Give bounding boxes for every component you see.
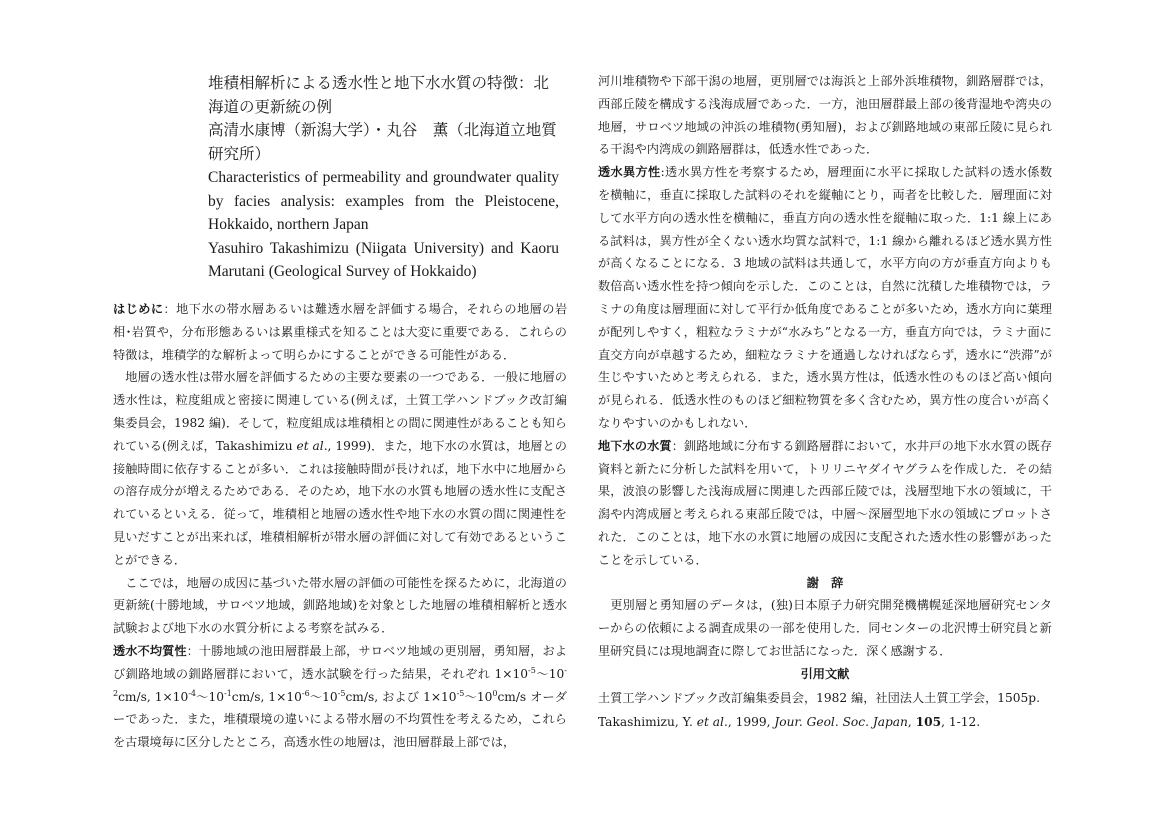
english-authors: Yasuhiro Takashimizu (Niigata University) and Kaoru Marutani (Geological Survey of Hokkaido) — [208, 239, 559, 280]
reference-1: 土質工学ハンドブック改訂編集委員会，1982 編，社団法人土質工学会，1505p. — [598, 690, 1040, 705]
heterogeneity-continued: 河川堆積物や下部干潟の地層，更別層では海浜と上部外浜堆積物，釧路層群では，西部丘陵を構成する浅海成層であった．一方，池田層群最上部の後背湿地や湾央の地層，サロベツ地域の沖浜の堆積物(勇知層)，および釧路地域の東部丘陵に見られる干潟や内湾成の釧路層群は，低透水性であった． — [598, 74, 1052, 157]
acknowledgement-heading: 謝 辞 — [806, 575, 844, 590]
japanese-authors: 高清水康博（新潟大学）・丸谷 薫（北海道立地質研究所） — [208, 121, 557, 163]
intro-heading: はじめに — [113, 302, 164, 316]
japanese-title: 堆積相解析による透水性と地下水水質の特徴：北海道の更新統の例 — [208, 74, 550, 116]
acknowledgement-text: 更別層と勇知層のデータは，(独)日本原子力研究開発機構幌延深地層研究センターからの依頼による調査成果の一部を使用した．同センターの北沢博士研究員と新里研究員には現地調査に際してお世話になった．深く感謝する． — [598, 598, 1052, 658]
anisotropy-heading: 透水異方性 — [598, 165, 661, 180]
intro-paragraph-3: ここでは，地層の成因に基づいた帯水層の評価の可能性を探るために，北海道の更新統(十勝地域，サロベツ地域，釧路地域)を対象とした地層の堆積相解析と透水試験および地下水の水質分析による考察を試みる． — [113, 575, 567, 636]
left-column — [113, 298, 567, 754]
intro-paragraph-1: はじめに：地下水の帯水層あるいは難透水層を評価する場合，それらの地層の岩相･岩質や，分布形態あるいは累重様式を知ることは大変に重要である．これらの特徴は，堆積学的な解析よって明らかにすることができる可能性がある． — [113, 302, 568, 362]
english-title: Characteristics of permeability and groundwater quality by facies analysis: examples from the Pleistocene, Hokkaido, northern Japan — [208, 169, 559, 233]
heterogeneity-heading: 透水不均質性 — [113, 643, 187, 658]
anisotropy-paragraph: 透水異方性:透水異方性を考察するため，層理面に水平に採取した試料の透水係数を横軸に，垂直に採取した試料のそれを縦軸にとり，両者を比較した．層理面に対して水平方向の透水性を横軸に，垂直方向の透水性を縦軸に取った．1:1 線上にある試料は，異方性が全くない透水均質な試料で，1:1 線から離れるほど透水異方性が高くなることになる．3 地域の試料は共通して，水平方向の方が垂直方向よりも数倍高い透水性を持つ傾向を示した．このことは，自然に沈積した堆積物では，ラミナの角度は層理面に対して平行か低角度であることが多いため，透水方向に葉理が配列しやすく，粗粒なラミナが“水みち”となる一方，垂直方向では，ラミナ面に直交方向が卓越するため，細粒なラミナを通過しなければならず，透水に“渋滞”が生じやすいためと考えられる．また，透水異方性は，低透水性のものほど高い傾向が見られる．低透水性のものほど細粒物質を多く含むため，異方性の度合いが高くなりやすいのかもしれない． — [598, 165, 1053, 430]
quality-heading: 地下水の水質 — [598, 438, 672, 453]
reference-2: Takashimizu, Y. et al., 1999, Jour. Geol. Soc. Japan, 105, 1-12. — [598, 714, 981, 729]
quality-paragraph: 地下水の水質：釧路地域に分布する釧路層群において，水井戸の地下水水質の既存資料と新たに分析した試料を用いて，トリリニヤダイヤグラムを作成した．その結果，波浪の影響した浅海成層に関連した西部丘陵では，浅層型地下水の領域に，干潟や内湾成層と考えられる東部丘陵では，中層～深層型地下水の領域にプロットされた．このことは，地下水の水質に地層の成因に支配された透水性の影響があったことを示している． — [598, 438, 1053, 567]
right-column — [598, 70, 1052, 734]
references-heading: 引用文献 — [800, 666, 850, 681]
intro-paragraph-2: 地層の透水性は帯水層を評価するための主要な要素の一つである．一般に地層の透水性は，粒度組成と密接に関連している(例えば，土質工学ハンドブック改訂編集委員会，1982 編)．そして，粒度組成は堆積相との間に関連性があることも知られている(例えば，Takashimizu et al., 1999)．また，地下水の水質は，地層との接触時間に依存することが多い．これは接触時間が長ければ，地下水中に地層からの溶存成分が増えるためである．そのため，地下水の水質も地層の透水性に支配されているといえる．従って，堆積相と地層の透水性や地下水の水質の間に関連性を見いだすことが出来れば，堆積相解析が帯水層の評価に対して有効であるということができる． — [113, 370, 567, 567]
heterogeneity-paragraph: 透水不均質性：十勝地域の池田層群最上部，サロベツ地域の更別層，勇知層，および釧路地域の釧路層群において，透水試験を行った結果，それぞれ $1\times 10^{-5}$〜$10^{-2}cm/s$, $1\times 10^{-4}$〜$10^{-1}cm/s$, $1\times 10^{-6}$〜$10^{-5}cm/s$, および $1\times 10^{-5}$〜$10^0cm/s$ オーダーであった．また，堆積環境の違いによる帯水層の不均質性を考えるため，これらを古環境毎に区分したところ，高透水性の地層は，池田層群最上部では， — [113, 643, 568, 750]
title-block — [208, 72, 559, 284]
